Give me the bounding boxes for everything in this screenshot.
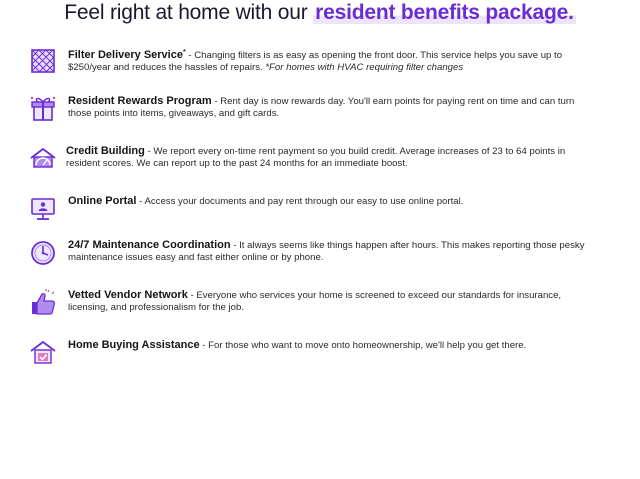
benefit-description: It always seems like things happen after hours. This makes reporting those pesky maintenance issues easy and fast either online or by phone. [68, 240, 585, 263]
benefit-description: Rent day is now rewards day. You'll earn points for paying rent on time and can turn those points into items, giveaways, and gift cards. [68, 96, 575, 119]
benefit-credit-building: Credit Building - We report every on-time rent payment so you build credit. Average increases of 23 to 64 points in resident scores. We can report up to the past 24 months for an immediate boost. [28, 144, 588, 174]
benefit-description: Everyone who services your home is screened to exceed our standards for insurance, licensing, and professionalism for the job. [68, 290, 562, 313]
title-prefix: Feel right at home with our [64, 1, 314, 24]
benefit-online-portal: Online Portal - Access your documents and pay rent through our easy to use online portal. [28, 194, 588, 224]
filter-icon [28, 46, 58, 76]
benefit-home-buying: Home Buying Assistance - For those who want to move onto homeownership, we'll help you get there. [28, 338, 588, 368]
benefit-maintenance-coordination: 24/7 Maintenance Coordination - It always seems like things happen after hours. This makes reporting those pesky maintenance issues easy and fast either online or by phone. [28, 238, 588, 268]
benefit-resident-rewards: Resident Rewards Program - Rent day is now rewards day. You'll earn points for paying rent on time and can turn those points into items, giveaways, and gift cards. [28, 94, 588, 124]
benefit-description: We report every on-time rent payment so you build credit. Average increases of 23 to 64 points in resident scores. We can report up to the past 24 months for an immediate boost. [66, 146, 566, 169]
home-check-icon [28, 338, 58, 368]
benefit-description: Changing filters is as easy as opening the front door. This service helps you save up to $250/year and reduces the hassles of repairs. [68, 50, 563, 74]
title-mark: * [182, 49, 186, 56]
title-highlight: resident benefits package. [315, 1, 574, 24]
thumbs-up-icon [28, 288, 58, 318]
credit-house-icon [28, 144, 58, 174]
benefit-description: Access your documents and pay rent through our easy to use online portal. [144, 196, 464, 207]
page-title [0, 1, 640, 25]
benefit-title: 24/7 Maintenance Coordination [68, 239, 231, 251]
benefit-note: *For homes with HVAC requiring filter changes [265, 62, 464, 74]
benefit-title: Filter Delivery Service [68, 49, 183, 62]
benefit-description: For those who want to move onto homeownership, we'll help you get there. [208, 340, 527, 351]
benefit-filter-delivery: Filter Delivery Service* - Changing filters is as easy as opening the front door. This service helps you save up to $250/year and reduces the hassles of repairs. *For homes with HVAC requiring filter changes [28, 46, 588, 76]
gift-icon [28, 94, 58, 124]
benefit-title: Resident Rewards Program [68, 95, 212, 107]
clock-icon [28, 238, 58, 268]
benefit-vetted-vendor: Vetted Vendor Network - Everyone who services your home is screened to exceed our standards for insurance, licensing, and professionalism for the job. [28, 288, 588, 318]
benefit-title: Online Portal [68, 195, 137, 207]
benefit-title: Vetted Vendor Network [68, 289, 188, 301]
monitor-icon [28, 194, 58, 224]
benefit-title: Home Buying Assistance [68, 339, 200, 351]
benefit-title: Credit Building [66, 145, 145, 157]
